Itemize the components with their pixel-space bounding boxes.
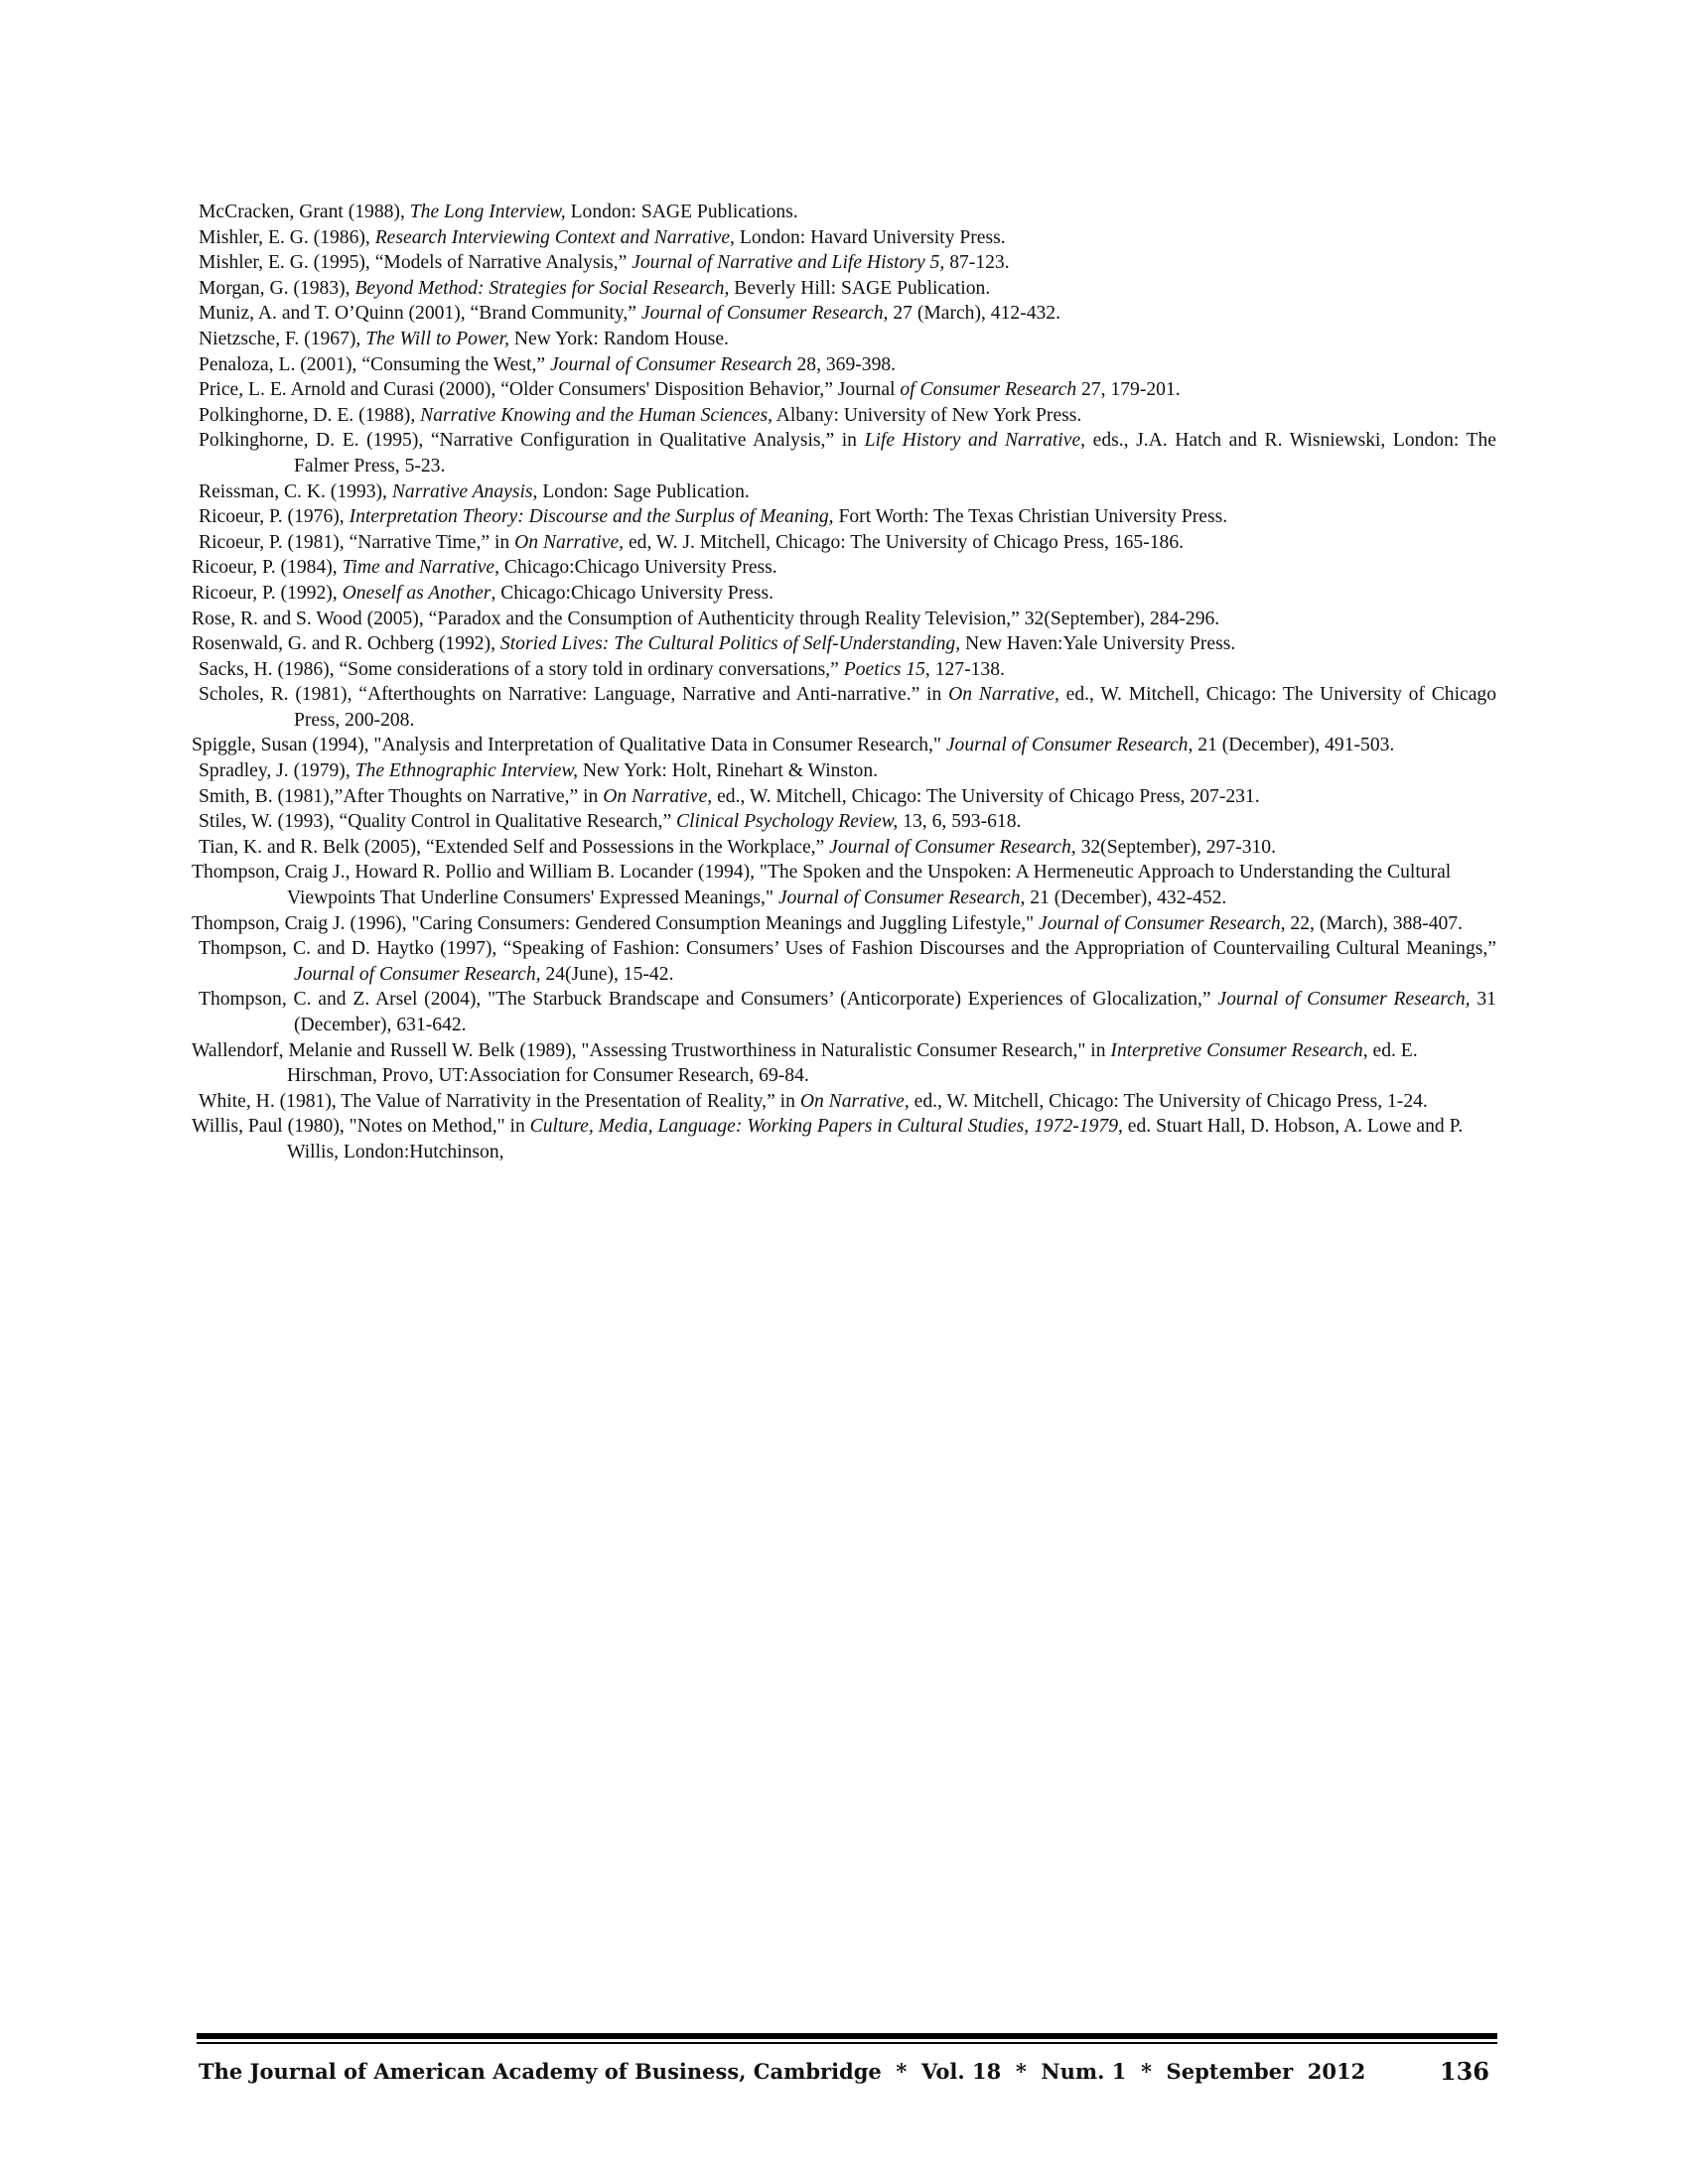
reference-entry xyxy=(192,631,1496,657)
reference-text: Wallendorf, Melanie and Russell W. Belk (1989), "Assessing Trustworthiness in Naturalistic Consumer Research," in xyxy=(192,1039,1111,1061)
reference-entry xyxy=(199,936,1496,987)
reference-entry xyxy=(199,225,1496,251)
reference-title-italic: Journal of Consumer Research xyxy=(777,887,1021,909)
reference-text: Reissman, C. K. (1993), xyxy=(199,480,392,502)
reference-title-italic: On Narrative, xyxy=(948,684,1059,706)
reference-entry xyxy=(199,428,1496,478)
reference-text: London: Havard University Press. xyxy=(734,226,1006,248)
reference-text: Thompson, Craig J., Howard R. Pollio and William B. Locander (1994), "The Spoken and the Unspoken: A Hermeneutic Approach to Understanding the Cultural Viewpoints That Underline Consumers' Expressed Meanings," xyxy=(192,862,1452,909)
reference-text: , Chicago:Chicago University Press. xyxy=(491,582,774,604)
reference-title-italic: The Long Interview, xyxy=(409,202,566,222)
reference-entry xyxy=(199,809,1496,835)
reference-text: Morgan, G. (1983), xyxy=(199,277,355,299)
reference-title-italic: Beyond Method: Strategies for Social Research, xyxy=(354,277,730,299)
reference-entry xyxy=(199,301,1496,327)
reference-entry xyxy=(192,733,1496,758)
reference-text: Rosenwald, G. and R. Ochberg (1992), xyxy=(192,633,500,655)
reference-entry xyxy=(192,607,1496,632)
reference-entry xyxy=(199,987,1496,1037)
reference-text: New York: Random House. xyxy=(508,328,729,349)
reference-entry xyxy=(199,250,1496,276)
reference-text: 32(September), 297-310. xyxy=(1075,836,1277,858)
reference-title-italic: Life History and Narrative xyxy=(864,430,1081,452)
reference-text: Willis, Paul (1980), "Notes on Method," in xyxy=(192,1116,530,1138)
reference-text: , Chicago:Chicago University Press. xyxy=(494,557,777,579)
reference-text: Albany: University of New York Press. xyxy=(772,404,1082,426)
reference-entry xyxy=(199,657,1496,683)
reference-text: Thompson, C. and D. Haytko (1997), “Speaking of Fashion: Consumers’ Uses of Fashion Discourses and the Appropriation of Countervailing Cultural Meanings,” xyxy=(199,938,1496,960)
reference-text: Fort Worth: The Texas Christian University Press. xyxy=(833,506,1228,528)
reference-title-italic: On Narrative, xyxy=(603,785,713,807)
reference-text: , 21 (December), 491-503. xyxy=(1188,735,1395,756)
reference-text: ed, W. J. Mitchell, Chicago: The University of Chicago Press, 165-186. xyxy=(624,531,1185,553)
reference-text: New York: Holt, Rinehart & Winston. xyxy=(578,760,879,782)
page-number: 136 xyxy=(1439,2057,1489,2086)
reference-text: 28, 369-398. xyxy=(791,353,897,375)
reference-entry xyxy=(199,758,1496,784)
reference-text: , eds., J.A. Hatch and R. Wisniewski, London: The Falmer Press, 5-23. xyxy=(294,430,1496,477)
reference-title-italic: Poetics 15, xyxy=(843,658,930,680)
reference-text: 31 (December), 631-642. xyxy=(294,989,1496,1035)
reference-text: 27, 179-201. xyxy=(1076,379,1181,401)
reference-text: Ricoeur, P. (1984), xyxy=(192,557,343,579)
reference-entry xyxy=(199,276,1496,302)
reference-title-italic: On Narrative, xyxy=(514,531,625,553)
reference-title-italic: The Will to Power, xyxy=(365,328,509,349)
reference-text: Penaloza, L. (2001), “Consuming the West,” xyxy=(199,353,550,375)
reference-text: , ed. E. Hirschman, Provo, UT:Association for Consumer Research, 69-84. xyxy=(287,1039,1418,1087)
reference-text: Ricoeur, P. (1992), xyxy=(192,582,343,604)
reference-text: Thompson, Craig J. (1996), "Caring Consumers: Gendered Consumption Meanings and Juggling Lifestyle," xyxy=(192,912,1039,934)
reference-text: London: Sage Publication. xyxy=(537,480,750,502)
reference-title-italic: Journal of Consumer Research, xyxy=(829,836,1076,858)
reference-text: Polkinghorne, D. E. (1988), xyxy=(199,404,421,426)
reference-text: ed., W. Mitchell, Chicago: The University of Chicago Press, 200-208. xyxy=(294,684,1497,731)
reference-entry xyxy=(192,555,1496,581)
reference-title-italic: Clinical Psychology Review, xyxy=(676,811,899,833)
reference-entry xyxy=(199,504,1496,530)
reference-entry xyxy=(199,682,1496,733)
reference-entry xyxy=(199,784,1496,810)
reference-text: , New Haven:Yale University Press. xyxy=(955,633,1236,655)
reference-text: Ricoeur, P. (1976), xyxy=(199,506,350,528)
reference-title-italic: Storied Lives: The Cultural Politics of Self-Understanding xyxy=(499,633,956,655)
reference-title-italic: Journal of Consumer Research xyxy=(945,735,1189,756)
reference-text: Stiles, W. (1993), “Quality Control in Qualitative Research,” xyxy=(199,811,677,833)
reference-entry xyxy=(199,1089,1496,1115)
reference-title-italic: On Narrative, xyxy=(799,1090,910,1112)
reference-entry xyxy=(199,403,1496,429)
reference-entry xyxy=(199,530,1496,556)
reference-title-italic: Journal of Consumer Research xyxy=(549,353,792,375)
journal-citation: The Journal of American Academy of Business, Cambridge * Vol. 18 * Num. 1 * September 2012 xyxy=(199,2059,1366,2084)
reference-text: Tian, K. and R. Belk (2005), “Extended Self and Possessions in the Workplace,” xyxy=(199,836,830,858)
reference-text: Sacks, H. (1986), “Some considerations of a story told in ordinary conversations,” xyxy=(199,658,844,680)
reference-title-italic: Interpretive Consumer Research xyxy=(1110,1039,1363,1061)
reference-text: Ricoeur, P. (1981), “Narrative Time,” in xyxy=(199,531,515,553)
reference-text: , ed. Stuart Hall, D. Hobson, A. Lowe and P. Willis, London:Hutchinson, xyxy=(287,1116,1464,1162)
reference-entry xyxy=(199,835,1496,861)
reference-entry xyxy=(199,352,1496,378)
reference-text: Scholes, R. (1981), “Afterthoughts on Narrative: Language, Narrative and Anti-narrative.” in xyxy=(199,684,949,706)
reference-title-italic: Journal of Consumer Research xyxy=(1039,912,1281,934)
reference-list xyxy=(192,200,1496,1165)
reference-text: Mishler, E. G. (1995), “Models of Narrative Analysis,” xyxy=(199,252,633,274)
reference-entry xyxy=(192,860,1496,910)
reference-text: Rose, R. and S. Wood (2005), “Paradox and the Consumption of Authenticity through Reality Television,” 32(September), 284-296. xyxy=(192,608,1220,629)
reference-text: 24(June), 15-42. xyxy=(540,963,674,985)
reference-text: 13, 6, 593-618. xyxy=(898,811,1022,833)
reference-text: , 22, (March), 388-407. xyxy=(1280,912,1464,934)
reference-title-italic: Interpretation Theory: Discourse and the Surplus of Meaning, xyxy=(349,506,834,528)
reference-title-italic: Culture, Media, Language: Working Papers in Cultural Studies, 1972-1979 xyxy=(529,1116,1118,1138)
reference-text: Smith, B. (1981),”After Thoughts on Narrative,” in xyxy=(199,785,604,807)
reference-text: White, H. (1981), The Value of Narrativity in the Presentation of Reality,” in xyxy=(199,1090,800,1112)
reference-entry xyxy=(192,1114,1496,1164)
reference-text: 87-123. xyxy=(944,252,1010,274)
reference-entry xyxy=(192,911,1496,937)
reference-entry xyxy=(192,581,1496,607)
reference-title-italic: Journal of Consumer Research, xyxy=(1217,989,1471,1011)
reference-text: McCracken, Grant (1988), xyxy=(199,202,410,222)
reference-text: , 21 (December), 432-452. xyxy=(1020,887,1227,909)
reference-entry xyxy=(192,1038,1496,1089)
reference-text: Nietzsche, F. (1967), xyxy=(199,328,366,349)
reference-text: Polkinghorne, D. E. (1995), “Narrative Configuration in Qualitative Analysis,” in xyxy=(199,430,865,452)
reference-title-italic: Oneself as Another xyxy=(342,582,492,604)
reference-text: Mishler, E. G. (1986), xyxy=(199,226,375,248)
reference-text: Muniz, A. and T. O’Quinn (2001), “Brand Community,” xyxy=(199,303,641,325)
reference-text: Spiggle, Susan (1994), "Analysis and Interpretation of Qualitative Data in Consumer Research," xyxy=(192,735,946,756)
reference-title-italic: Narrative Knowing and the Human Sciences, xyxy=(420,404,773,426)
reference-text: Price, L. E. Arnold and Curasi (2000), “Older Consumers' Disposition Behavior,” Journal xyxy=(199,379,901,401)
reference-title-italic: Research Interviewing Context and Narrative, xyxy=(374,226,735,248)
reference-text: Thompson, C. and Z. Arsel (2004), "The Starbuck Brandscape and Consumers’ (Anticorporate) Experiences of Glocalization,” xyxy=(199,989,1218,1011)
reference-text: 27 (March), 412-432. xyxy=(888,303,1061,325)
reference-title-italic: Narrative Anaysis, xyxy=(391,480,538,502)
reference-text: ed., W. Mitchell, Chicago: The University of Chicago Press, 207-231. xyxy=(712,785,1260,807)
reference-title-italic: Journal of Narrative and Life History 5, xyxy=(632,252,945,274)
reference-entry xyxy=(199,377,1496,403)
reference-entry xyxy=(199,327,1496,352)
reference-title-italic: Time and Narrative xyxy=(342,557,495,579)
reference-text: 127-138. xyxy=(929,658,1005,680)
reference-text: Beverly Hill: SAGE Publication. xyxy=(729,277,991,299)
reference-text: Spradley, J. (1979), xyxy=(199,760,355,782)
reference-title-italic: The Ethnographic Interview, xyxy=(354,760,579,782)
footer-rule-thick xyxy=(197,2033,1497,2039)
reference-entry xyxy=(199,200,1496,225)
reference-title-italic: Journal of Consumer Research, xyxy=(640,303,889,325)
reference-text: London: SAGE Publications. xyxy=(565,202,798,222)
footer-rule-thin xyxy=(197,2042,1497,2044)
reference-text: ed., W. Mitchell, Chicago: The University of Chicago Press, 1-24. xyxy=(909,1090,1428,1112)
reference-title-italic: of Consumer Research xyxy=(900,379,1077,401)
reference-entry xyxy=(199,479,1496,505)
reference-title-italic: Journal of Consumer Research, xyxy=(294,963,541,985)
